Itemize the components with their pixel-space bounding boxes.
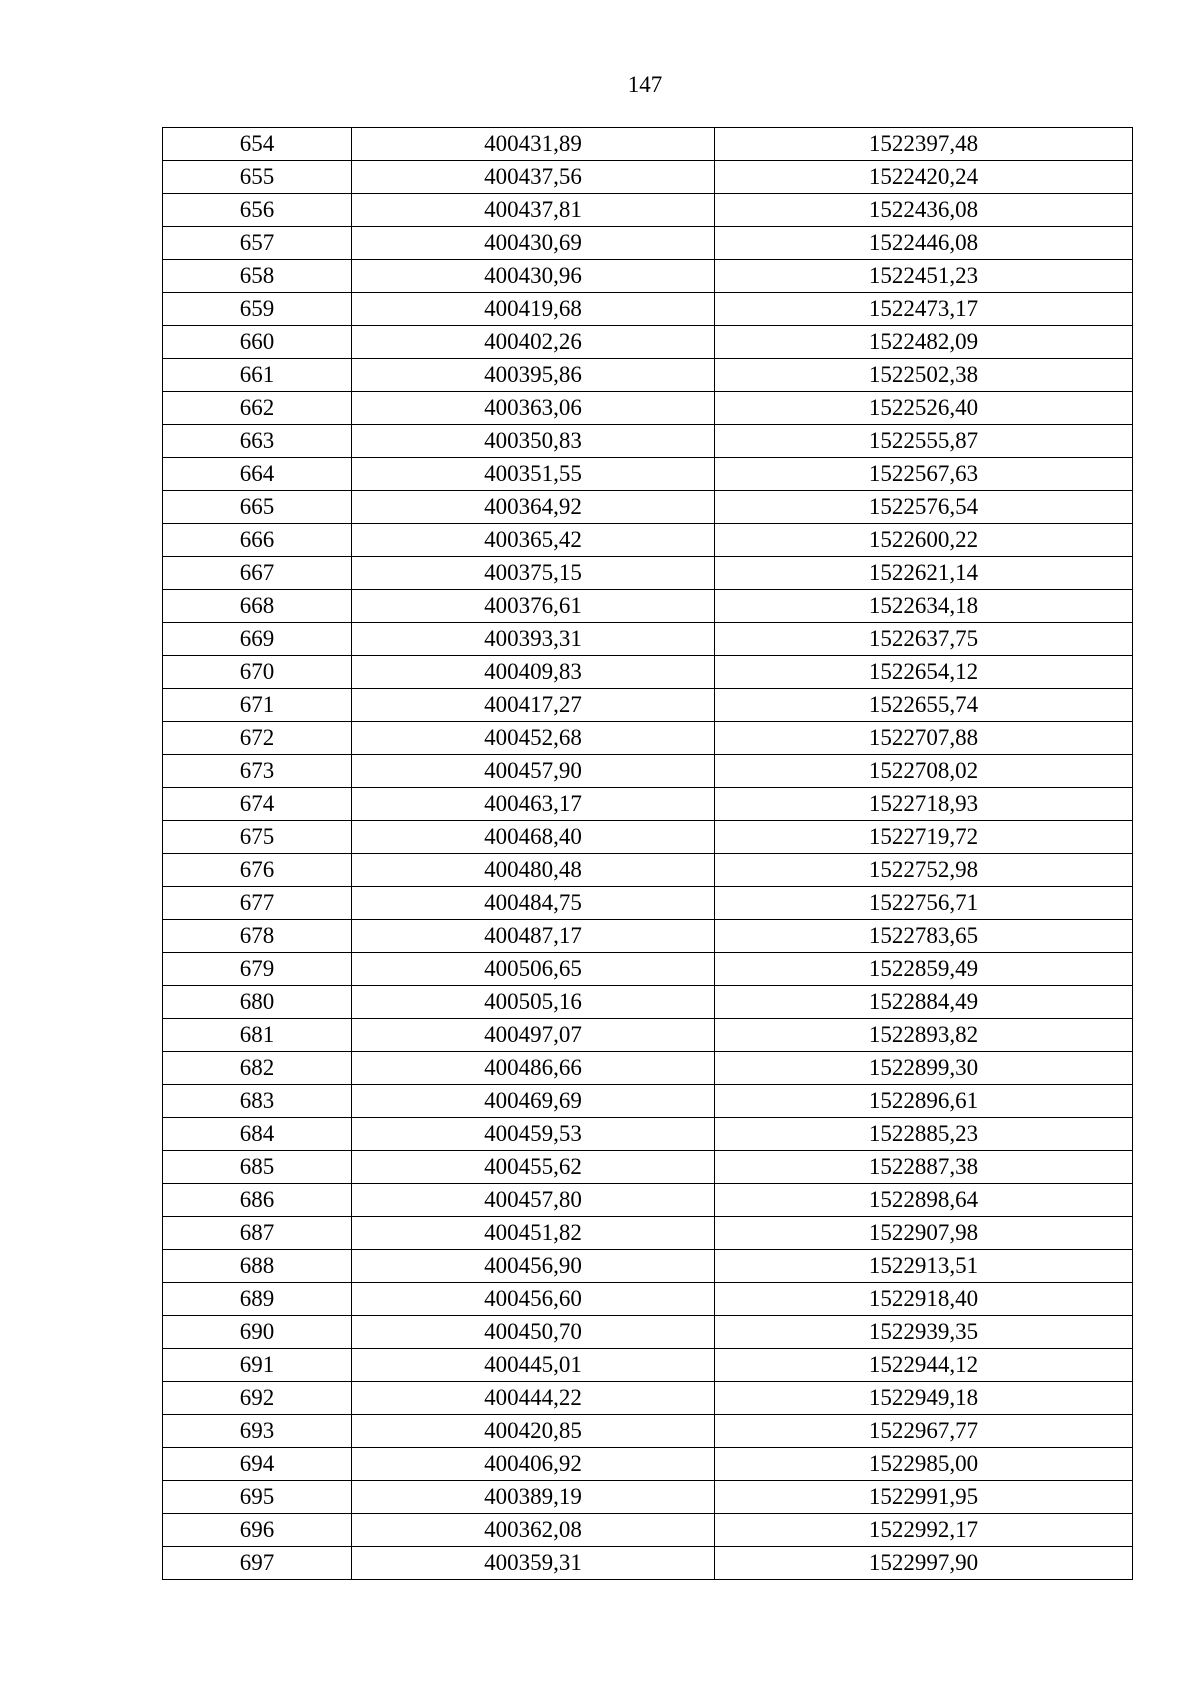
point-number-cell: 664 — [163, 458, 352, 491]
y-coordinate-cell: 1522913,51 — [715, 1250, 1133, 1283]
x-coordinate-cell: 400431,89 — [352, 128, 715, 161]
point-number-cell: 660 — [163, 326, 352, 359]
point-number-cell: 695 — [163, 1481, 352, 1514]
y-coordinate-cell: 1522896,61 — [715, 1085, 1133, 1118]
y-coordinate-cell: 1522654,12 — [715, 656, 1133, 689]
table-row — [163, 326, 1133, 359]
y-coordinate-cell: 1522600,22 — [715, 524, 1133, 557]
x-coordinate-cell: 400456,90 — [352, 1250, 715, 1283]
point-number-cell: 671 — [163, 689, 352, 722]
point-number-cell: 663 — [163, 425, 352, 458]
x-coordinate-cell: 400376,61 — [352, 590, 715, 623]
y-coordinate-cell: 1522502,38 — [715, 359, 1133, 392]
table-row — [163, 425, 1133, 458]
coordinates-table-body — [163, 128, 1133, 1580]
table-row — [163, 293, 1133, 326]
y-coordinate-cell: 1522887,38 — [715, 1151, 1133, 1184]
y-coordinate-cell: 1522420,24 — [715, 161, 1133, 194]
table-row — [163, 1085, 1133, 1118]
point-number-cell: 665 — [163, 491, 352, 524]
x-coordinate-cell: 400486,66 — [352, 1052, 715, 1085]
y-coordinate-cell: 1522436,08 — [715, 194, 1133, 227]
y-coordinate-cell: 1522576,54 — [715, 491, 1133, 524]
table-row — [163, 1415, 1133, 1448]
x-coordinate-cell: 400444,22 — [352, 1382, 715, 1415]
y-coordinate-cell: 1522526,40 — [715, 392, 1133, 425]
point-number-cell: 654 — [163, 128, 352, 161]
y-coordinate-cell: 1522397,48 — [715, 128, 1133, 161]
x-coordinate-cell: 400420,85 — [352, 1415, 715, 1448]
x-coordinate-cell: 400451,82 — [352, 1217, 715, 1250]
point-number-cell: 694 — [163, 1448, 352, 1481]
table-row — [163, 656, 1133, 689]
table-row — [163, 788, 1133, 821]
point-number-cell: 662 — [163, 392, 352, 425]
table-row — [163, 1481, 1133, 1514]
x-coordinate-cell: 400459,53 — [352, 1118, 715, 1151]
x-coordinate-cell: 400480,48 — [352, 854, 715, 887]
x-coordinate-cell: 400452,68 — [352, 722, 715, 755]
table-row — [163, 1118, 1133, 1151]
y-coordinate-cell: 1522634,18 — [715, 590, 1133, 623]
table-row — [163, 623, 1133, 656]
table-row — [163, 1250, 1133, 1283]
x-coordinate-cell: 400389,19 — [352, 1481, 715, 1514]
table-row — [163, 722, 1133, 755]
table-row — [163, 1052, 1133, 1085]
x-coordinate-cell: 400393,31 — [352, 623, 715, 656]
x-coordinate-cell: 400468,40 — [352, 821, 715, 854]
y-coordinate-cell: 1522621,14 — [715, 557, 1133, 590]
table-row — [163, 1151, 1133, 1184]
table-row — [163, 887, 1133, 920]
x-coordinate-cell: 400484,75 — [352, 887, 715, 920]
table-row — [163, 1547, 1133, 1580]
y-coordinate-cell: 1522985,00 — [715, 1448, 1133, 1481]
x-coordinate-cell: 400487,17 — [352, 920, 715, 953]
y-coordinate-cell: 1522885,23 — [715, 1118, 1133, 1151]
table-row — [163, 161, 1133, 194]
y-coordinate-cell: 1522567,63 — [715, 458, 1133, 491]
table-row — [163, 359, 1133, 392]
x-coordinate-cell: 400445,01 — [352, 1349, 715, 1382]
y-coordinate-cell: 1522446,08 — [715, 227, 1133, 260]
x-coordinate-cell: 400437,56 — [352, 161, 715, 194]
table-row — [163, 392, 1133, 425]
y-coordinate-cell: 1522992,17 — [715, 1514, 1133, 1547]
table-row — [163, 854, 1133, 887]
x-coordinate-cell: 400457,90 — [352, 755, 715, 788]
page-number: 147 — [627, 72, 663, 97]
point-number-cell: 661 — [163, 359, 352, 392]
point-number-cell: 657 — [163, 227, 352, 260]
point-number-cell: 690 — [163, 1316, 352, 1349]
y-coordinate-cell: 1522991,95 — [715, 1481, 1133, 1514]
point-number-cell: 693 — [163, 1415, 352, 1448]
y-coordinate-cell: 1522482,09 — [715, 326, 1133, 359]
y-coordinate-cell: 1522708,02 — [715, 755, 1133, 788]
table-row — [163, 953, 1133, 986]
table-row — [163, 128, 1133, 161]
table-row — [163, 1382, 1133, 1415]
x-coordinate-cell: 400406,92 — [352, 1448, 715, 1481]
point-number-cell: 672 — [163, 722, 352, 755]
point-number-cell: 680 — [163, 986, 352, 1019]
y-coordinate-cell: 1522939,35 — [715, 1316, 1133, 1349]
point-number-cell: 692 — [163, 1382, 352, 1415]
point-number-cell: 670 — [163, 656, 352, 689]
table-row — [163, 920, 1133, 953]
table-row — [163, 1514, 1133, 1547]
point-number-cell: 682 — [163, 1052, 352, 1085]
table-row — [163, 1283, 1133, 1316]
point-number-cell: 683 — [163, 1085, 352, 1118]
point-number-cell: 666 — [163, 524, 352, 557]
x-coordinate-cell: 400457,80 — [352, 1184, 715, 1217]
table-row — [163, 986, 1133, 1019]
x-coordinate-cell: 400463,17 — [352, 788, 715, 821]
table-row — [163, 689, 1133, 722]
y-coordinate-cell: 1522918,40 — [715, 1283, 1133, 1316]
table-row — [163, 524, 1133, 557]
point-number-cell: 686 — [163, 1184, 352, 1217]
x-coordinate-cell: 400351,55 — [352, 458, 715, 491]
x-coordinate-cell: 400456,60 — [352, 1283, 715, 1316]
y-coordinate-cell: 1522451,23 — [715, 260, 1133, 293]
y-coordinate-cell: 1522907,98 — [715, 1217, 1133, 1250]
point-number-cell: 685 — [163, 1151, 352, 1184]
point-number-cell: 687 — [163, 1217, 352, 1250]
point-number-cell: 689 — [163, 1283, 352, 1316]
x-coordinate-cell: 400402,26 — [352, 326, 715, 359]
x-coordinate-cell: 400469,69 — [352, 1085, 715, 1118]
table-row — [163, 1019, 1133, 1052]
x-coordinate-cell: 400506,65 — [352, 953, 715, 986]
x-coordinate-cell: 400375,15 — [352, 557, 715, 590]
point-number-cell: 681 — [163, 1019, 352, 1052]
point-number-cell: 668 — [163, 590, 352, 623]
point-number-cell: 659 — [163, 293, 352, 326]
point-number-cell: 658 — [163, 260, 352, 293]
table-row — [163, 260, 1133, 293]
point-number-cell: 679 — [163, 953, 352, 986]
y-coordinate-cell: 1522756,71 — [715, 887, 1133, 920]
table-row — [163, 491, 1133, 524]
x-coordinate-cell: 400363,06 — [352, 392, 715, 425]
y-coordinate-cell: 1522898,64 — [715, 1184, 1133, 1217]
y-coordinate-cell: 1522637,75 — [715, 623, 1133, 656]
table-row — [163, 1184, 1133, 1217]
y-coordinate-cell: 1522555,87 — [715, 425, 1133, 458]
y-coordinate-cell: 1522655,74 — [715, 689, 1133, 722]
x-coordinate-cell: 400365,42 — [352, 524, 715, 557]
x-coordinate-cell: 400395,86 — [352, 359, 715, 392]
y-coordinate-cell: 1522752,98 — [715, 854, 1133, 887]
point-number-cell: 674 — [163, 788, 352, 821]
x-coordinate-cell: 400455,62 — [352, 1151, 715, 1184]
y-coordinate-cell: 1522884,49 — [715, 986, 1133, 1019]
point-number-cell: 669 — [163, 623, 352, 656]
x-coordinate-cell: 400450,70 — [352, 1316, 715, 1349]
x-coordinate-cell: 400359,31 — [352, 1547, 715, 1580]
point-number-cell: 677 — [163, 887, 352, 920]
y-coordinate-cell: 1522719,72 — [715, 821, 1133, 854]
point-number-cell: 655 — [163, 161, 352, 194]
x-coordinate-cell: 400437,81 — [352, 194, 715, 227]
table-row — [163, 1349, 1133, 1382]
y-coordinate-cell: 1522859,49 — [715, 953, 1133, 986]
x-coordinate-cell: 400497,07 — [352, 1019, 715, 1052]
y-coordinate-cell: 1522718,93 — [715, 788, 1133, 821]
point-number-cell: 688 — [163, 1250, 352, 1283]
x-coordinate-cell: 400419,68 — [352, 293, 715, 326]
y-coordinate-cell: 1522949,18 — [715, 1382, 1133, 1415]
point-number-cell: 691 — [163, 1349, 352, 1382]
y-coordinate-cell: 1522997,90 — [715, 1547, 1133, 1580]
point-number-cell: 673 — [163, 755, 352, 788]
table-row — [163, 821, 1133, 854]
y-coordinate-cell: 1522899,30 — [715, 1052, 1133, 1085]
x-coordinate-cell: 400362,08 — [352, 1514, 715, 1547]
table-row — [163, 194, 1133, 227]
x-coordinate-cell: 400505,16 — [352, 986, 715, 1019]
coordinates-table — [162, 127, 1133, 1580]
point-number-cell: 656 — [163, 194, 352, 227]
point-number-cell: 675 — [163, 821, 352, 854]
x-coordinate-cell: 400364,92 — [352, 491, 715, 524]
y-coordinate-cell: 1522967,77 — [715, 1415, 1133, 1448]
point-number-cell: 667 — [163, 557, 352, 590]
y-coordinate-cell: 1522707,88 — [715, 722, 1133, 755]
x-coordinate-cell: 400430,69 — [352, 227, 715, 260]
point-number-cell: 684 — [163, 1118, 352, 1151]
x-coordinate-cell: 400350,83 — [352, 425, 715, 458]
point-number-cell: 697 — [163, 1547, 352, 1580]
x-coordinate-cell: 400430,96 — [352, 260, 715, 293]
point-number-cell: 696 — [163, 1514, 352, 1547]
y-coordinate-cell: 1522893,82 — [715, 1019, 1133, 1052]
y-coordinate-cell: 1522783,65 — [715, 920, 1133, 953]
table-row — [163, 557, 1133, 590]
point-number-cell: 676 — [163, 854, 352, 887]
y-coordinate-cell: 1522473,17 — [715, 293, 1133, 326]
table-row — [163, 1316, 1133, 1349]
y-coordinate-cell: 1522944,12 — [715, 1349, 1133, 1382]
point-number-cell: 678 — [163, 920, 352, 953]
table-row — [163, 590, 1133, 623]
x-coordinate-cell: 400409,83 — [352, 656, 715, 689]
table-row — [163, 755, 1133, 788]
x-coordinate-cell: 400417,27 — [352, 689, 715, 722]
table-row — [163, 1217, 1133, 1250]
table-row — [163, 227, 1133, 260]
table-row — [163, 1448, 1133, 1481]
table-row — [163, 458, 1133, 491]
